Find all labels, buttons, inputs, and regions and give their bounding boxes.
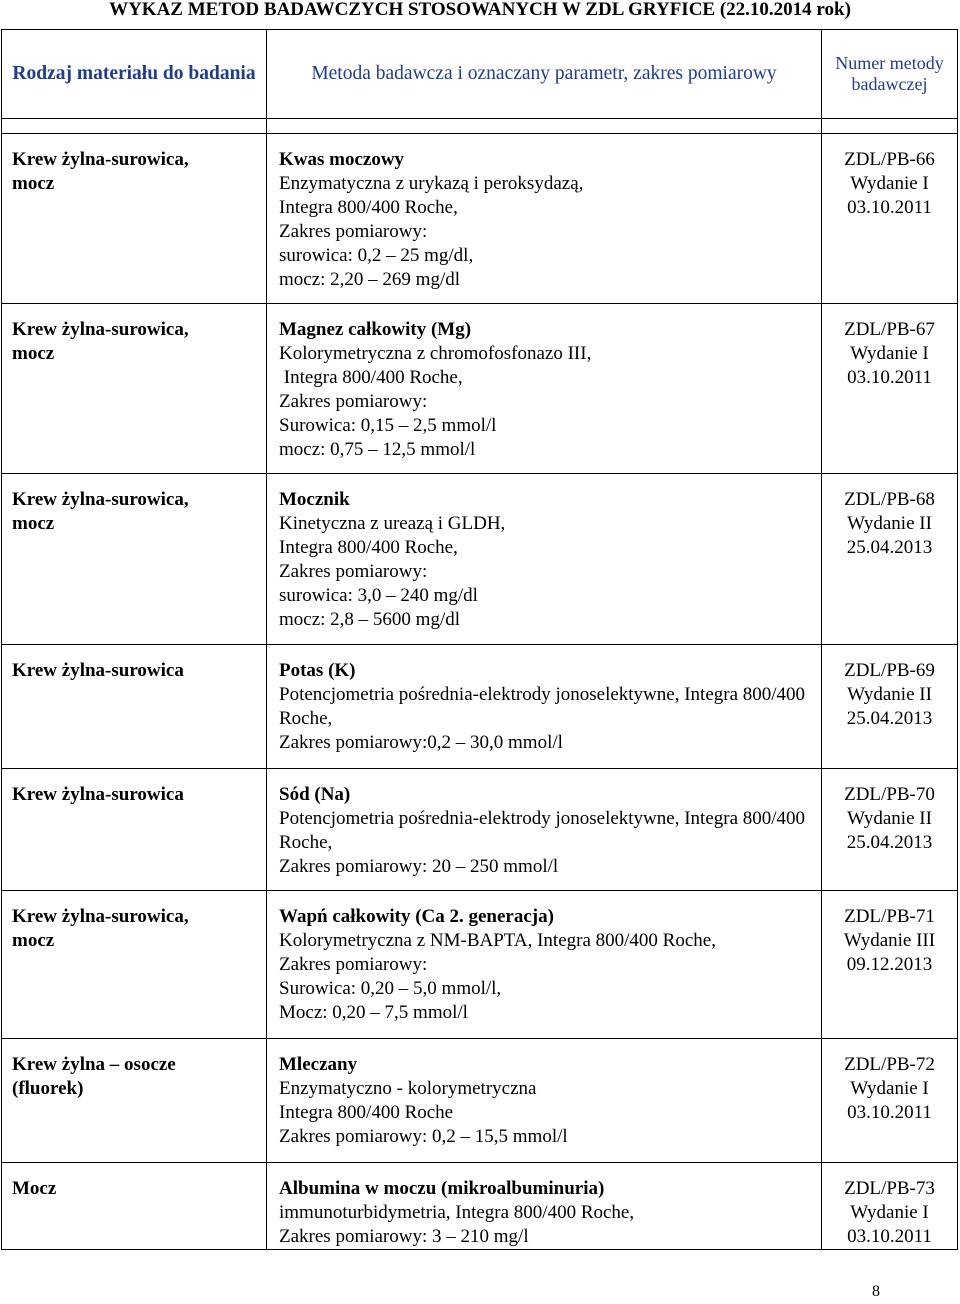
material-line: mocz <box>12 930 55 951</box>
method-title: Magnez całkowity (Mg) <box>279 319 472 340</box>
method-number-line: ZDL/PB-68 <box>844 489 935 510</box>
method-line: Integra 800/400 Roche, <box>279 367 463 388</box>
method-number-line: 03.10.2011 <box>847 1226 932 1247</box>
material-cell <box>2 1039 267 1163</box>
method-number-cell <box>822 134 958 304</box>
method-line: Kolorymetryczna z NM-BAPTA, Integra 800/400 Roche, <box>279 930 716 951</box>
methods-table <box>1 29 958 1250</box>
method-line: Zakres pomiarowy: 3 – 210 mg/l <box>279 1226 529 1247</box>
method-line: Surowica: 0,15 – 2,5 mmol/l <box>279 415 497 436</box>
method-line: Zakres pomiarowy: 20 – 250 mmol/l <box>279 856 559 877</box>
method-number-line: ZDL/PB-67 <box>844 319 935 340</box>
method-line: Integra 800/400 Roche, <box>279 197 458 218</box>
method-line: Zakres pomiarowy: <box>279 954 428 975</box>
method-line: Kinetyczna z ureazą i GLDH, <box>279 513 506 534</box>
method-number-line: Wydanie I <box>850 173 929 194</box>
header-number: Numer metody badawczej <box>822 30 958 119</box>
table-row <box>2 304 958 474</box>
method-title: Kwas moczowy <box>279 149 405 170</box>
method-line: Integra 800/400 Roche, <box>279 537 458 558</box>
method-title: Mocznik <box>279 489 350 510</box>
table-row <box>2 474 958 645</box>
method-line: surowica: 3,0 – 240 mg/dl <box>279 585 478 606</box>
material-line: Krew żylna-surowica, <box>12 319 189 340</box>
material-cell <box>2 1163 267 1250</box>
method-line: mocz: 2,20 – 269 mg/dl <box>279 269 461 290</box>
material-line: Krew żylna-surowica <box>12 660 184 681</box>
table-row <box>2 645 958 769</box>
material-line: mocz <box>12 173 55 194</box>
method-number-line: ZDL/PB-71 <box>844 906 935 927</box>
method-number-cell <box>822 1163 958 1250</box>
method-line: Enzymatyczna z urykazą i peroksydazą, <box>279 173 584 194</box>
method-number-cell <box>822 1039 958 1163</box>
header-method: Metoda badawcza i oznaczany parametr, zakres pomiarowy <box>267 30 822 119</box>
method-line: Zakres pomiarowy: <box>279 561 428 582</box>
table-row <box>2 1039 958 1163</box>
method-number-line: Wydanie II <box>847 513 932 534</box>
method-line: Zakres pomiarowy: <box>279 221 428 242</box>
method-number-cell <box>822 645 958 769</box>
method-number-cell <box>822 304 958 474</box>
material-cell <box>2 304 267 474</box>
method-line: Potencjometria pośrednia-elektrody jonoselektywne, Integra 800/400 Roche, <box>279 808 806 853</box>
method-title: Albumina w moczu (mikroalbuminuria) <box>279 1178 605 1199</box>
method-number-line: 25.04.2013 <box>846 832 933 853</box>
header-spacer-row <box>2 119 958 134</box>
page-number: 8 <box>872 1283 880 1300</box>
material-line: Krew żylna – osocze <box>12 1054 176 1075</box>
material-line: mocz <box>12 513 55 534</box>
method-line: Zakres pomiarowy:0,2 – 30,0 mmol/l <box>279 732 563 753</box>
document-title: WYKAZ METOD BADAWCZYCH STOSOWANYCH W ZDL GRYFICE (22.10.2014 rok) <box>109 0 851 20</box>
material-cell <box>2 134 267 304</box>
material-line: (fluorek) <box>12 1078 84 1099</box>
method-title: Potas (K) <box>279 660 356 681</box>
method-number-line: 25.04.2013 <box>846 537 933 558</box>
method-title: Sód (Na) <box>279 784 351 805</box>
method-number-line: ZDL/PB-66 <box>844 149 935 170</box>
method-number-line: 25.04.2013 <box>846 708 933 729</box>
table-row <box>2 134 958 304</box>
method-number-line: ZDL/PB-70 <box>844 784 935 805</box>
material-line: Krew żylna-surowica, <box>12 149 189 170</box>
material-line: Krew żylna-surowica, <box>12 489 189 510</box>
table-row <box>2 891 958 1039</box>
method-number-cell <box>822 474 958 645</box>
method-line: Potencjometria pośrednia-elektrody jonoselektywne, Integra 800/400 Roche, <box>279 684 806 729</box>
material-line: Krew żylna-surowica, <box>12 906 189 927</box>
material-line: Mocz <box>12 1178 57 1199</box>
method-line: Zakres pomiarowy: <box>279 391 428 412</box>
method-cell <box>267 769 822 891</box>
method-number-line: 09.12.2013 <box>846 954 933 975</box>
method-line: Enzymatyczno - kolorymetryczna <box>279 1078 537 1099</box>
header-material: Rodzaj materiału do badania <box>2 30 267 119</box>
material-cell <box>2 769 267 891</box>
method-line: Integra 800/400 Roche <box>279 1102 454 1123</box>
method-number-line: 03.10.2011 <box>847 197 932 218</box>
method-number-line: 03.10.2011 <box>847 367 932 388</box>
method-line: Mocz: 0,20 – 7,5 mmol/l <box>279 1002 468 1023</box>
method-cell <box>267 134 822 304</box>
method-number-line: 03.10.2011 <box>847 1102 932 1123</box>
table-row <box>2 1163 958 1250</box>
method-cell <box>267 1039 822 1163</box>
method-title: Mleczany <box>279 1054 358 1075</box>
method-number-line: Wydanie II <box>847 684 932 705</box>
method-line: mocz: 2,8 – 5600 mg/dl <box>279 609 461 630</box>
method-cell <box>267 1163 822 1250</box>
method-number-cell <box>822 769 958 891</box>
method-line: Kolorymetryczna z chromofosfonazo III, <box>279 343 592 364</box>
method-line: surowica: 0,2 – 25 mg/dl, <box>279 245 474 266</box>
material-line: mocz <box>12 343 55 364</box>
method-title: Wapń całkowity (Ca 2. generacja) <box>279 906 554 927</box>
method-number-line: ZDL/PB-72 <box>844 1054 935 1075</box>
method-number-line: ZDL/PB-69 <box>844 660 935 681</box>
material-line: Krew żylna-surowica <box>12 784 184 805</box>
method-cell <box>267 474 822 645</box>
method-number-cell <box>822 891 958 1039</box>
method-number-line: Wydanie III <box>843 930 936 951</box>
method-line: Surowica: 0,20 – 5,0 mmol/l, <box>279 978 502 999</box>
table-header-row <box>2 30 958 119</box>
material-cell <box>2 891 267 1039</box>
material-cell <box>2 645 267 769</box>
method-number-line: Wydanie II <box>847 808 932 829</box>
method-number-line: Wydanie I <box>850 343 929 364</box>
method-cell <box>267 304 822 474</box>
table-row <box>2 769 958 891</box>
method-number-line: ZDL/PB-73 <box>844 1178 935 1199</box>
method-line: Zakres pomiarowy: 0,2 – 15,5 mmol/l <box>279 1126 568 1147</box>
method-number-line: Wydanie I <box>850 1078 929 1099</box>
method-line: mocz: 0,75 – 12,5 mmol/l <box>279 439 476 460</box>
method-cell <box>267 891 822 1039</box>
method-number-line: Wydanie I <box>850 1202 929 1223</box>
material-cell <box>2 474 267 645</box>
method-cell <box>267 645 822 769</box>
method-line: immunoturbidymetria, Integra 800/400 Roche, <box>279 1202 635 1223</box>
